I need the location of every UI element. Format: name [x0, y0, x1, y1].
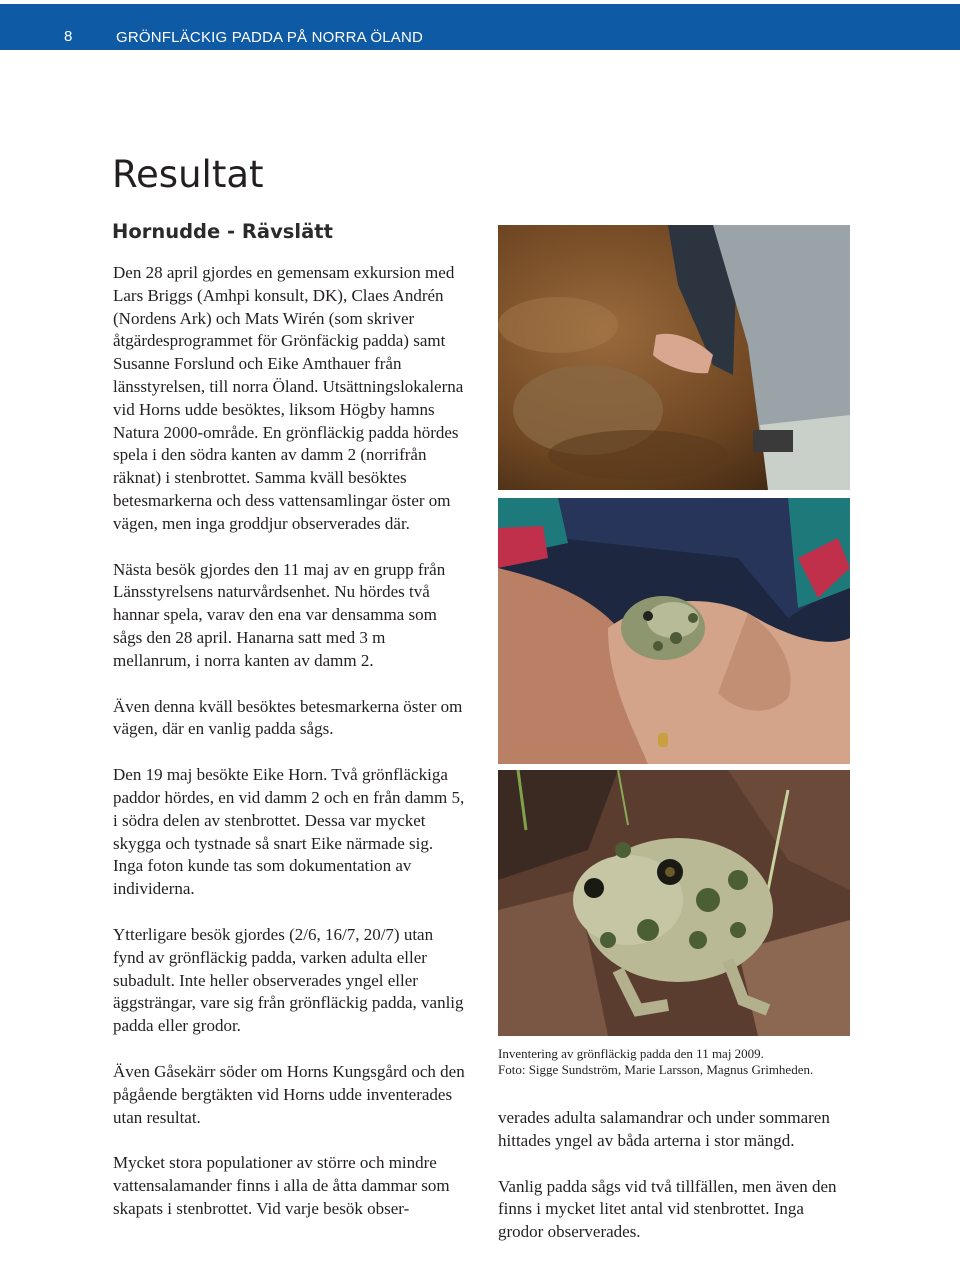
paragraph: Nästa besök gjordes den 11 maj av en grupp från Länsstyrelsens naturvårdsenhet. Nu hördes två hannar spela, varav den ena var densamma som sågs den 28 april. Hanarna satt med 3 m mellanrum, i norra kanten av damm 2.	[113, 559, 446, 670]
left-column	[113, 262, 465, 1244]
paragraph: Vanlig padda sågs vid två tillfällen, men även den finns i mycket litet antal vid stenbrottet. Inga grodor observerades.	[498, 1176, 837, 1242]
photo-wading-pond	[498, 225, 850, 490]
running-title: GRÖNFLÄCKIG PADDA PÅ NORRA ÖLAND	[116, 29, 424, 46]
header-bar	[0, 4, 960, 50]
photo-caption	[498, 1046, 878, 1077]
caption-line: Inventering av grönfläckig padda den 11 maj 2009.	[498, 1046, 764, 1061]
section-heading: Resultat	[112, 153, 264, 196]
right-column	[498, 1107, 850, 1267]
photo-toad-on-rocks	[498, 770, 850, 1036]
subsection-heading: Hornudde - Rävslätt	[112, 220, 333, 243]
photo-hands-holding-toad	[498, 498, 850, 764]
paragraph: Även Gåsekärr söder om Horns Kungsgård och den pågående bergtäkten vid Horns udde inventerades utan resultat.	[113, 1061, 465, 1127]
paragraph: verades adulta salamandrar och under sommaren hittades yngel av båda arterna i stor mängd.	[498, 1108, 830, 1150]
paragraph: Ytterligare besök gjordes (2/6, 16/7, 20/7) utan fynd av grönfläckig padda, varken adulta eller subadult. Inte heller observerades yngel eller äggsträngar, vare sig från grönfläckig padda, vanlig padda eller grodor.	[113, 924, 464, 1036]
paragraph: Även denna kväll besöktes betesmarkerna öster om vägen, där en vanlig padda sågs.	[113, 696, 463, 739]
paragraph: Den 28 april gjordes en gemensam exkursion med Lars Briggs (Amhpi konsult, DK), Claes Andrén (Nordens Ark) och Mats Wirén (som skriver åtgärdesprogrammet för Grönfäckig padda) samt Susanne Forslund och Eike Amthauer från länsstyrelsen, till norra Öland. Utsättningslokalerna vid Horns udde besöktes, liksom Högby hamns Natura 2000-område. En grönfläckig padda hördes spela i den södra kanten av damm 2 (norrifrån räknat) i stenbrottet. Samma kväll besöktes betesmarkerna och dess vattensamlingar öster om vägen, men inga groddjur observerades där.	[113, 263, 464, 533]
paragraph: Mycket stora populationer av större och mindre vattensalamander finns i alla de åtta dammar som skapats i stenbrottet. Vid varje besök obser-	[113, 1153, 450, 1218]
caption-credit: Foto: Sigge Sundström, Marie Larsson, Magnus Grimheden.	[498, 1061, 814, 1077]
page-number: 8	[64, 28, 73, 45]
paragraph: Den 19 maj besökte Eike Horn. Två grönfläckiga paddor hördes, en vid damm 2 och en från damm 5, i södra delen av stenbrottet. Dessa var mycket skygga och tystnade så snart Eike närmade sig. Inga foton kunde tas som dokumentation av individerna.	[113, 765, 465, 899]
